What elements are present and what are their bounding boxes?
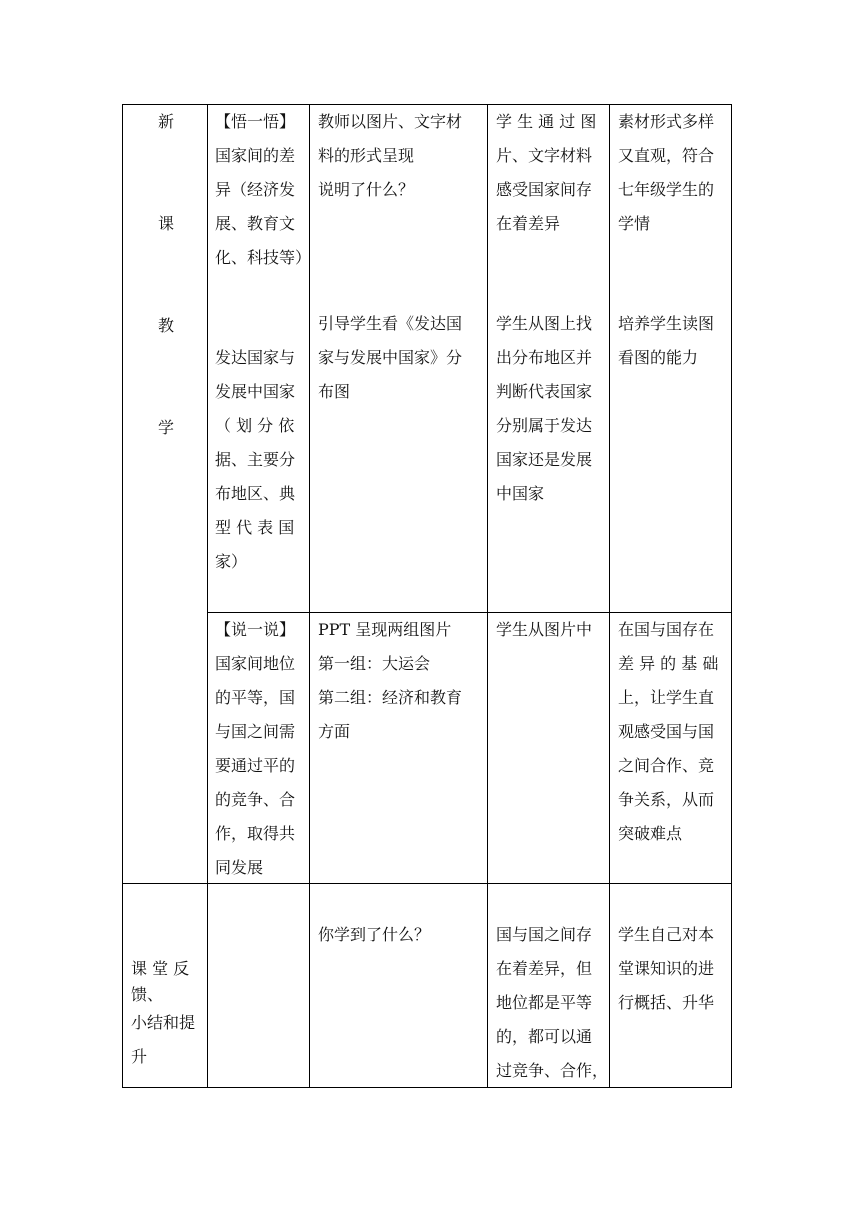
section-label-feedback: 课 堂 反 馈、 小结和提 升 — [131, 959, 196, 1066]
table-border-right — [731, 104, 732, 1088]
row-divider-2 — [122, 883, 732, 884]
row1-student-b: 学生从图上找 出分布地区并 判断代表国家 分别属于发达 国家还是发展 中国家 — [496, 314, 593, 503]
row1-intent-a: 素材形式多样 又直观，符合 七年级学生的 学情 — [618, 112, 715, 233]
row1-student-a: 学 生 通 过 图 片、文字材料 感受国家间存 在着差异 — [496, 112, 597, 233]
row2-content: 【说一说】 国家间地位 的平等，国 与国之间需 要通过平的 的竞争、合 作，取得共 同发展 — [215, 620, 296, 877]
row3-student: 国与国之间存 在着差异，但 地位都是平等 的，都可以通 过竞争、合作， — [496, 925, 609, 1080]
row1-content-a: 【悟一悟】 国家间的差 异（经济发 展、教育文 化、科技等） — [215, 112, 312, 267]
row1-teacher-a: 教师以图片、文字材 料的形式呈现 说明了什么？ — [318, 112, 463, 199]
column-divider-1 — [207, 104, 208, 1088]
row2-intent: 在国与国存在 差 异 的 基 础 上，让学生直 观感受国与国 之间合作、竞 争关系，从而 突破难点 — [618, 620, 719, 843]
table-border-left — [122, 104, 123, 1088]
row3-intent: 学生自己对本 堂课知识的进 行概括、升华 — [618, 925, 715, 1012]
section-char-1: 新 — [158, 112, 175, 131]
row1-teacher-b: 引导学生看《发达国 家与发展中国家》分 布图 — [318, 314, 463, 401]
column-divider-4 — [609, 104, 610, 1088]
row1-intent-b: 培养学生读图 看图的能力 — [618, 314, 715, 367]
section-char-4: 学 — [158, 418, 175, 437]
row1-content-b: 发达国家与 发展中国家 （ 划 分 依 据、主要分 布地区、典 型 代 表 国 家） — [215, 348, 296, 571]
row3-teacher: 你学到了什么？ — [318, 925, 431, 944]
table-border-bottom — [122, 1087, 732, 1088]
row2-teacher: PPT 呈现两组图片 第一组：大运会 第二组：经济和教育 方面 — [318, 620, 463, 741]
row2-student: 学生从图片中 — [496, 620, 593, 639]
section-char-3: 教 — [158, 316, 175, 335]
column-divider-3 — [487, 104, 488, 1088]
section-char-2: 课 — [158, 214, 175, 233]
